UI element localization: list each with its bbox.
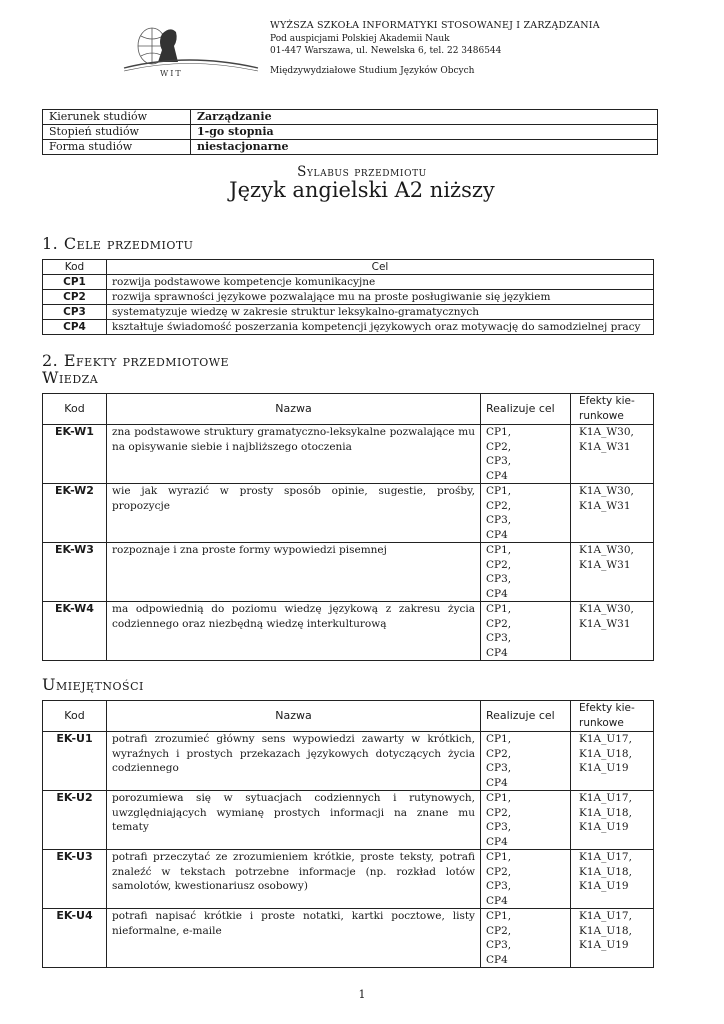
cel-ref: CP1, [486,792,512,804]
table-row [43,543,654,602]
effect-realizuje-cel [481,850,571,909]
umiejetnosci-table [42,700,654,968]
table-row [43,732,654,791]
department-line: Międzywydziałowe Studium Języków Obcych [270,65,475,76]
effect-kod: EK-U1 [43,732,107,791]
effect-kod: EK-U4 [43,909,107,968]
cel-kod: CP3 [43,305,107,320]
efekt-ref: K1A_W31 [579,617,631,630]
table-row [43,320,654,335]
effect-nazwa: porozumiewa się w sytuacjach codziennych i rutynowych, uwzględniających wymianę prostych informacji na znane mu tematy [107,791,481,850]
wit-logo [118,16,260,78]
cel-ref: CP2, [486,865,512,878]
cel-ref: CP1, [486,851,512,863]
effect-efekty-kierunkowe [571,484,654,543]
table-header-row [43,394,654,425]
cel-ref: CP1, [486,733,512,745]
section-title-efekty: 2. Efekty przedmiotowe [42,351,230,370]
study-info-value: niestacjonarne [191,140,658,155]
cel-kod: CP1 [43,275,107,290]
cel-text: rozwija podstawowe kompetencje komunikacyjne [107,275,654,290]
study-info-row [43,125,658,140]
effect-kod: EK-W2 [43,484,107,543]
table-row [43,791,654,850]
efekt-ref: K1A_U18, [579,924,632,937]
cel-ref: CP3, [486,573,512,585]
efekt-ref: K1A_W30, [579,544,634,556]
table-row [43,425,654,484]
cel-ref: CP3, [486,821,512,833]
effect-efekty-kierunkowe [571,732,654,791]
table-header-row [43,260,654,275]
table-row [43,850,654,909]
effect-kod: EK-U2 [43,791,107,850]
effect-efekty-kierunkowe [571,602,654,661]
wiedza-table [42,393,654,661]
effect-nazwa: rozpoznaje i zna proste formy wypowiedzi pisemnej [107,543,481,602]
efekt-ref: K1A_U17, [579,910,632,922]
cel-ref: CP4 [486,776,508,789]
col-header-kod: Kod [43,701,107,732]
table-row [43,305,654,320]
cel-ref: CP2, [486,747,512,760]
effect-realizuje-cel [481,791,571,850]
study-info-value: Zarządzanie [191,110,658,125]
effect-nazwa: potrafi przeczytać ze zrozumieniem krótkie, proste teksty, potrafi znaleźć w tekstach potrzebne informacje (np. rozkład lotów samolotów, kwestionariusz osobowy) [107,850,481,909]
col-header-efekty: Efekty kie- runkowe [571,701,654,732]
col-header-kod: Kod [43,394,107,425]
efekt-ref: K1A_W30, [579,426,634,438]
page-number: 1 [358,988,366,1001]
study-info-value: 1-go stopnia [191,125,658,140]
effect-efekty-kierunkowe [571,850,654,909]
cel-ref: CP1, [486,426,512,438]
cel-ref: CP4 [486,835,508,848]
cel-ref: CP2, [486,924,512,937]
efekt-ref: K1A_U19 [579,939,629,951]
subsection-title-wiedza: Wiedza [42,368,99,387]
table-row [43,602,654,661]
col-header-kod: Kod [43,260,107,275]
cel-ref: CP1, [486,485,512,497]
cel-ref: CP3, [486,455,512,467]
cel-ref: CP2, [486,617,512,630]
address-line: 01-447 Warszawa, ul. Newelska 6, tel. 22 3486544 [270,46,502,56]
efekt-ref: K1A_W31 [579,558,631,571]
efekt-ref: K1A_W31 [579,499,631,512]
cel-ref: CP4 [486,646,508,659]
cel-ref: CP4 [486,528,508,541]
effect-nazwa: potrafi napisać krótkie i proste notatki, kartki pocztowe, listy nieformalne, e-maile [107,909,481,968]
cel-kod: CP2 [43,290,107,305]
cel-ref: CP1, [486,910,512,922]
cel-ref: CP3, [486,880,512,892]
cel-ref: CP3, [486,762,512,774]
cel-ref: CP3, [486,632,512,644]
cel-text: systematyzuje wiedzę w zakresie struktur leksykalno-gramatycznych [107,305,654,320]
col-header-efekty: Efekty kie- runkowe [571,394,654,425]
patronage-line: Pod auspicjami Polskiej Akademii Nauk [270,33,450,44]
course-title: Język angielski A2 niższy [229,178,495,202]
cel-kod: CP4 [43,320,107,335]
school-name: WYŻSZA SZKOŁA INFORMATYKI STOSOWANEJ I ZARZĄDZANIA [270,20,600,31]
cel-text: rozwija sprawności językowe pozwalające mu na proste posługiwanie się językiem [107,290,654,305]
institution-header [270,20,600,77]
effect-efekty-kierunkowe [571,791,654,850]
efekt-ref: K1A_U18, [579,806,632,819]
cel-ref: CP2, [486,440,512,453]
effect-nazwa: ma odpowiednią do poziomu wiedzę językową z zakresu życia codziennego oraz niezbędną wiedzę interkulturową [107,602,481,661]
syllabus-label: Sylabus przedmiotu [297,164,427,180]
cel-ref: CP3, [486,939,512,951]
cel-ref: CP4 [486,953,508,966]
efekt-ref: K1A_W30, [579,485,634,497]
effect-realizuje-cel [481,543,571,602]
svg-text:WIT: WIT [160,69,183,78]
table-row [43,290,654,305]
effect-nazwa: potrafi zrozumieć główny sens wypowiedzi zawarty w krótkich, wyraźnych i prostych przekazach językowych dotyczących życia codziennego [107,732,481,791]
cel-ref: CP2, [486,806,512,819]
efekt-ref: K1A_U18, [579,747,632,760]
efekt-ref: K1A_U19 [579,762,629,774]
efekt-ref: K1A_W30, [579,603,634,615]
study-info-table [42,109,658,155]
effect-kod: EK-U3 [43,850,107,909]
cel-ref: CP4 [486,587,508,600]
cele-table [42,259,654,335]
study-info-label: Stopień studiów [43,125,191,140]
effect-efekty-kierunkowe [571,425,654,484]
cel-ref: CP2, [486,558,512,571]
efekt-ref: K1A_U17, [579,851,632,863]
efekt-ref: K1A_U18, [579,865,632,878]
study-info-row [43,110,658,125]
efekt-ref: K1A_U17, [579,733,632,745]
col-header-realizuje: Realizuje cel [481,394,571,425]
effect-realizuje-cel [481,732,571,791]
cel-ref: CP4 [486,894,508,907]
table-row [43,484,654,543]
table-row [43,275,654,290]
effect-realizuje-cel [481,484,571,543]
cel-ref: CP1, [486,544,512,556]
study-info-row [43,140,658,155]
efekt-ref: K1A_W31 [579,440,631,453]
effect-kod: EK-W3 [43,543,107,602]
effect-efekty-kierunkowe [571,543,654,602]
study-info-label: Forma studiów [43,140,191,155]
cel-ref: CP2, [486,499,512,512]
effect-realizuje-cel [481,602,571,661]
section-title-cele: 1. Cele przedmiotu [42,234,194,253]
cel-ref: CP4 [486,469,508,482]
col-header-realizuje: Realizuje cel [481,701,571,732]
cel-text: kształtuje świadomość poszerzania kompetencji językowych oraz motywację do samodzielnej pracy [107,320,654,335]
efekt-ref: K1A_U19 [579,880,629,892]
effect-efekty-kierunkowe [571,909,654,968]
effect-kod: EK-W4 [43,602,107,661]
subsection-title-umiejetnosci: Umiejętności [42,675,144,694]
effect-realizuje-cel [481,425,571,484]
study-info-label: Kierunek studiów [43,110,191,125]
col-header-nazwa: Nazwa [107,394,481,425]
cel-ref: CP3, [486,514,512,526]
table-header-row [43,701,654,732]
efekt-ref: K1A_U17, [579,792,632,804]
col-header-cel: Cel [107,260,654,275]
effect-nazwa: wie jak wyrazić w prosty sposób opinie, sugestie, prośby, propozycje [107,484,481,543]
col-header-nazwa: Nazwa [107,701,481,732]
effect-kod: EK-W1 [43,425,107,484]
effect-realizuje-cel [481,909,571,968]
cel-ref: CP1, [486,603,512,615]
effect-nazwa: zna podstawowe struktury gramatyczno-leksykalne pozwalające mu na opisywanie siebie i najbliższego otoczenia [107,425,481,484]
efekt-ref: K1A_U19 [579,821,629,833]
table-row [43,909,654,968]
